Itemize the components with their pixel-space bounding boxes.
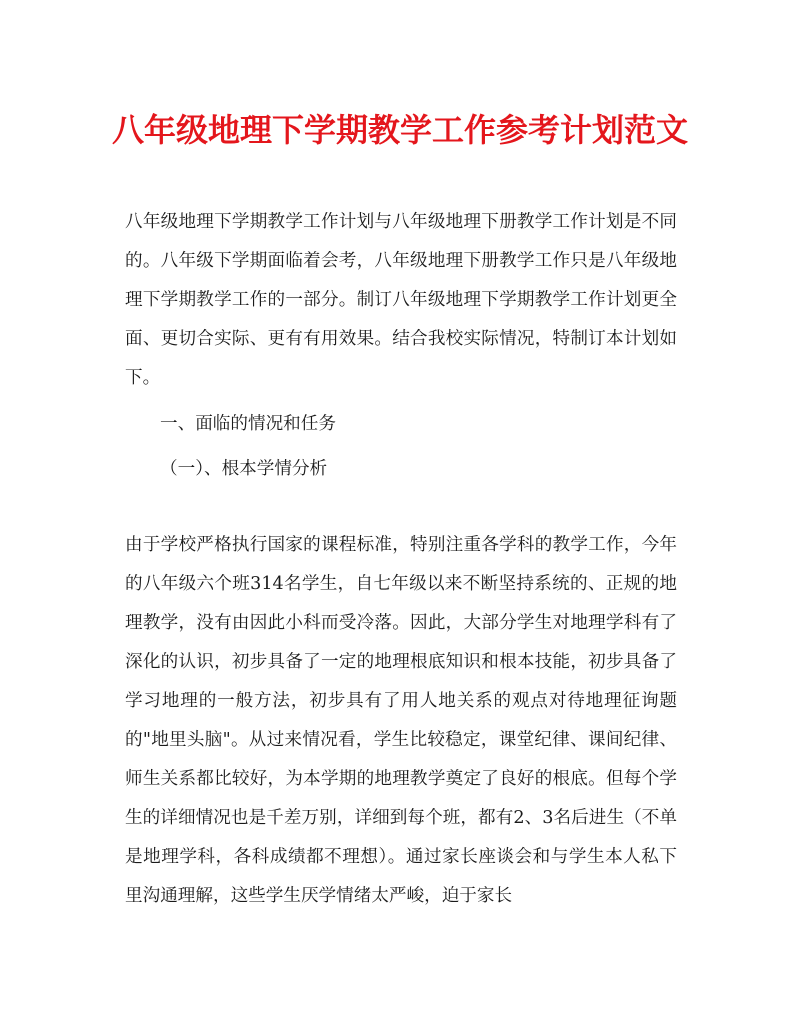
- section-heading: 一、面临的情况和任务: [160, 414, 336, 434]
- intro-paragraph: 八年级地理下学期教学工作计划与八年级地理下册教学工作计划是不同的。八年级下学期面临着会考，八年级地理下册教学工作只是八年级地理下学期教学工作的一部分。制订八年级地理下学期教学工作计划更全面、更切合实际、更有有用效果。结合我校实际情况，特制订本计划如下。: [125, 212, 677, 388]
- subsection-heading: （一）、根本学情分析: [160, 459, 328, 479]
- analysis-paragraph: 由于学校严格执行国家的课程标准，特别注重各学科的教学工作，今年的八年级六个班314名学生，自七年级以来不断坚持系统的、正规的地理教学，没有由因此小科而受冷落。因此，大部分学生对地理学科有了深化的认识，初步具备了一定的地理根底知识和根本技能，初步具备了学习地理的一般方法，初步具有了用人地关系的观点对待地理征询题的"地里头脑"。从过来情况看，学生比较稳定，课堂纪律、课间纪律、师生关系都比较好，为本学期的地理教学奠定了良好的根底。但每个学生的详细情况也是千差万别，详细到每个班，都有2、3名后进生（不单是地理学科，各科成绩都不理想）。通过家长座谈会和与学生本人私下里沟通理解，这些学生厌学情绪太严峻，迫于家长: [125, 535, 677, 906]
- document-title: 八年级地理下学期教学工作参考计划范文: [111, 111, 688, 149]
